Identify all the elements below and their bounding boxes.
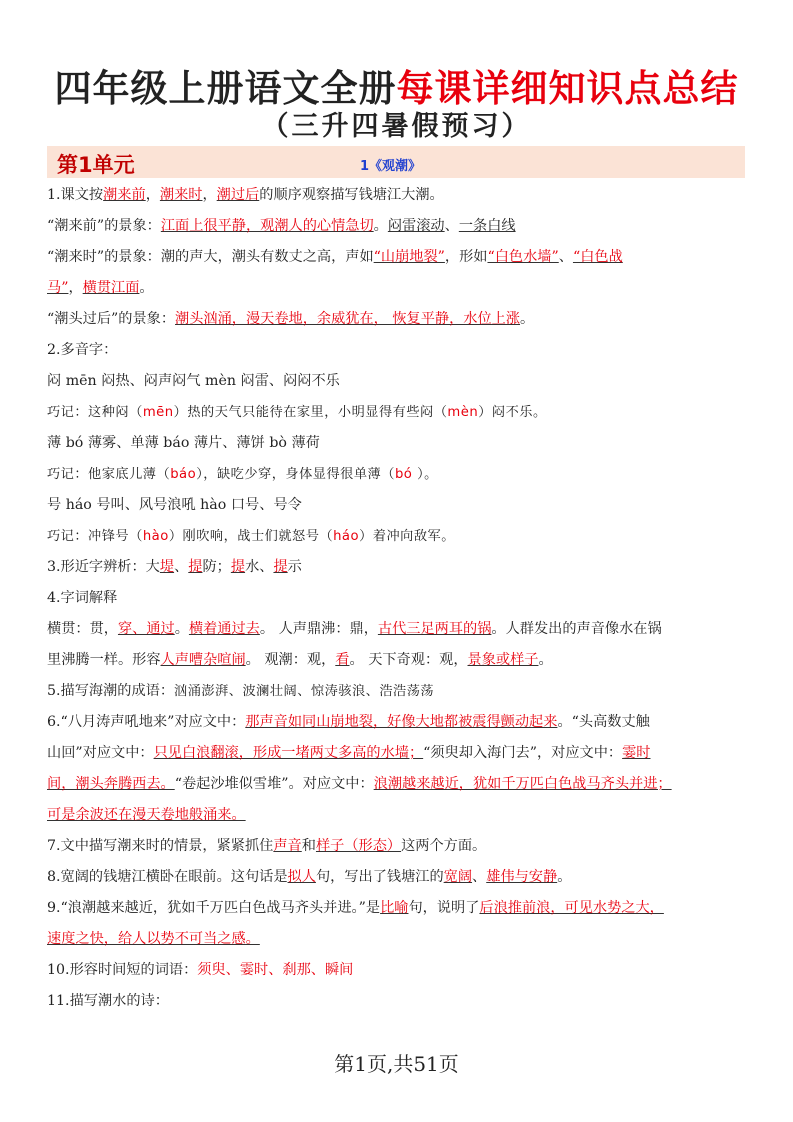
note-text: 里沸腾一样。形容: [47, 652, 161, 668]
lesson-title: 1《观潮》: [360, 159, 422, 174]
note-line: [47, 924, 747, 955]
note-answer: 间，潮头奔腾西去。: [47, 776, 175, 792]
note-text: 汹涌澎湃、波澜壮阔、惊涛骇浪、浩浩荡荡: [174, 684, 435, 699]
note-answer: 速度之快，给人以势不可当之感。: [47, 931, 260, 947]
note-answer: hào: [142, 529, 169, 544]
note-answer: 江面上很平静，观潮人的心情急切: [160, 218, 374, 234]
note-text: 和: [301, 838, 316, 854]
note-answer: 可是余波还在漫天卷地般涌来。: [47, 807, 246, 823]
note-text: 8.宽阔的钱塘江横卧在眼前。这句话是: [47, 869, 288, 885]
note-text: 防；: [202, 559, 231, 575]
note-text: 4.字词解释: [47, 590, 118, 606]
note-answer: 马”: [47, 280, 69, 296]
note-answer: 人声嘈杂喧闹: [160, 652, 246, 668]
note-line: [47, 490, 747, 521]
note-text: 。: [373, 218, 388, 234]
note-text: 句，说明了: [408, 900, 480, 916]
note-line: [47, 831, 747, 862]
note-text: 7.文中描写潮来时的情景，紧紧抓住: [47, 838, 274, 854]
note-line: [47, 366, 747, 397]
note-text: 。: [538, 652, 553, 668]
note-text: 5.描写海潮的成语：: [47, 683, 175, 699]
note-text: 。: [174, 621, 189, 637]
note-text: 巧记：这种闷（: [47, 405, 143, 420]
note-line: [47, 335, 747, 366]
note-answer: 横着通过去: [188, 621, 260, 637]
note-text: 3.形近字辨析：大: [47, 559, 160, 575]
note-answer: 穿、通过: [117, 621, 175, 637]
note-answer: 堤: [159, 559, 175, 575]
note-text: 2.多音字：: [47, 342, 118, 358]
note-line: [47, 862, 747, 893]
note-text: 9.“浪潮越来越近，犹如千万匹白色战马齐头并进。”是: [47, 900, 381, 916]
note-answer: 雄伟与安静: [486, 869, 558, 885]
note-text: 。: [520, 311, 535, 327]
note-line: [47, 180, 747, 211]
note-text: 。人群发出的声音像水在锅: [491, 621, 662, 637]
note-text: “卷起沙堆似雪堆”。对应文中：: [174, 776, 374, 792]
note-answer: 声音: [273, 838, 302, 854]
note-line: [47, 242, 747, 273]
page-number: 第1页,共51页: [334, 1052, 459, 1076]
note-text: 。 观潮：观，: [245, 652, 336, 668]
note-text: 示: [287, 559, 302, 575]
note-text: 水、: [245, 559, 274, 575]
note-line: [47, 397, 747, 428]
note-answer: 景象或样子: [467, 652, 539, 668]
note-answer: 那声音如同山崩地裂，好像大地都被震得颤动起来: [245, 714, 558, 730]
note-answer: bó: [394, 467, 413, 482]
note-answer: 闷雷滚动: [387, 218, 445, 234]
notes-body: [47, 180, 747, 1017]
note-answer: 须臾、霎时、刹那、瞬间: [197, 962, 354, 978]
note-text: 6.“八月涛声吼地来”对应文中：: [47, 714, 246, 730]
note-line: [47, 552, 747, 583]
note-answer: “山崩地裂”: [373, 249, 445, 265]
note-line: [47, 211, 747, 242]
note-line: [47, 273, 747, 304]
note-text: ）着冲向敌军。: [359, 529, 455, 544]
note-line: [47, 645, 747, 676]
note-text: 。“头高数丈触: [557, 714, 650, 730]
note-line: [47, 304, 747, 335]
note-text: 。: [139, 280, 154, 296]
note-answer: “白色水墙”: [487, 249, 559, 265]
note-text: ）闷不乐。: [478, 405, 547, 420]
note-answer: 看: [335, 652, 350, 668]
note-text: ）。: [412, 467, 438, 482]
note-text: 11.描写潮水的诗：: [47, 993, 169, 1009]
note-answer: báo: [170, 467, 197, 482]
note-text: 巧记：他家底儿薄（: [47, 467, 171, 482]
unit-label: 第1单元: [57, 153, 135, 177]
note-text: ，: [68, 280, 83, 296]
note-text: ，形如: [444, 249, 488, 265]
note-text: 巧记：冲锋号（: [47, 529, 143, 544]
note-text: “潮头过后”的景象：: [47, 311, 176, 327]
note-line: [47, 955, 747, 986]
note-answer: mēn: [142, 405, 174, 420]
note-answer: 浪潮越来越近，犹如千万匹白色战马齐头并进；: [373, 776, 672, 792]
note-text: 的顺序观察描写钱塘江大潮。: [259, 187, 444, 203]
note-text: 句，写出了钱塘江的: [315, 869, 444, 885]
note-text: ，: [202, 187, 217, 203]
note-line: [47, 800, 747, 831]
note-answer: 潮来时: [159, 187, 203, 203]
note-line: [47, 583, 747, 614]
note-answer: 后浪推前浪，可见水势之大，: [479, 900, 664, 916]
note-line: [47, 521, 747, 552]
note-answer: mèn: [447, 405, 479, 420]
note-line: [47, 428, 747, 459]
note-answer: 拟人: [287, 869, 316, 885]
note-text: 、: [174, 559, 189, 575]
note-line: [47, 676, 747, 707]
note-answer: 霎时: [622, 745, 651, 761]
note-answer: 提: [273, 559, 288, 575]
note-text: 10.形容时间短的词语：: [47, 962, 198, 978]
note-text: ）刚吹响，战士们就怒号（: [168, 529, 334, 544]
title-part-black: 四年级上册语文全册: [54, 67, 397, 110]
note-text: 薄 bó 薄雾、单薄 báo 薄片、薄饼 bò 薄荷: [47, 435, 320, 451]
note-text: ）热的天气只能待在家里，小明显得有些闷（: [173, 405, 448, 420]
note-answer: 潮来前: [103, 187, 146, 203]
note-answer: háo: [333, 529, 360, 544]
note-line: [47, 986, 747, 1017]
note-line: [47, 893, 747, 924]
note-answer: 横贯江面: [82, 280, 140, 296]
note-text: 横贯：贯，: [47, 621, 118, 637]
note-text: 、: [558, 249, 573, 265]
note-answer: 潮过后: [216, 187, 260, 203]
note-line: [47, 769, 747, 800]
note-text: ），缺吃少穿，身体显得很单薄（: [196, 467, 395, 482]
note-answer: 只见白浪翻滚，形成一堵两丈多高的水墙；: [153, 745, 424, 761]
title-part-red: 每课详细知识点总结: [396, 67, 739, 110]
note-text: 。 天下奇观：观，: [349, 652, 468, 668]
note-answer: 比喻: [380, 900, 409, 916]
note-line: [47, 459, 747, 490]
note-line: [47, 614, 747, 645]
note-answer: “白色战: [572, 249, 623, 265]
note-answer: 提: [230, 559, 246, 575]
note-text: “须臾却入海门去”，对应文中：: [423, 745, 623, 761]
note-text: 这两个方面。: [401, 838, 487, 854]
note-text: 闷 mēn 闷热、闷声闷气 mèn 闷雷、闷闷不乐: [47, 373, 340, 389]
note-answer: 一条白线: [458, 218, 516, 234]
note-text: 山回”对应文中：: [47, 745, 154, 761]
note-text: “潮来时”的景象：潮的声大，潮头有数丈之高，声如: [47, 249, 374, 265]
note-answer: 提: [188, 559, 203, 575]
note-answer: 古代三足两耳的锅: [377, 621, 492, 637]
unit-header-bar: [47, 146, 745, 178]
note-answer: 宽阔: [443, 869, 473, 885]
note-text: 号 háo 号叫、风号浪吼 hào 口号、号令: [47, 497, 302, 513]
note-text: 。: [557, 869, 572, 885]
note-answer: 潮头汹涌，漫天卷地，余威犹在， 恢复平静，水位上涨: [175, 311, 521, 327]
note-text: ，: [145, 187, 160, 203]
note-text: 、: [472, 869, 487, 885]
note-text: 。 人声鼎沸：鼎，: [259, 621, 378, 637]
note-line: [47, 707, 747, 738]
note-text: 1.课文按: [47, 187, 104, 203]
note-line: [47, 738, 747, 769]
page-subtitle: （三升四暑假预习）: [261, 111, 532, 142]
note-answer: 样子（形态）: [315, 838, 402, 854]
note-text: “潮来前”的景象：: [47, 218, 161, 234]
note-text: 、: [444, 218, 459, 234]
